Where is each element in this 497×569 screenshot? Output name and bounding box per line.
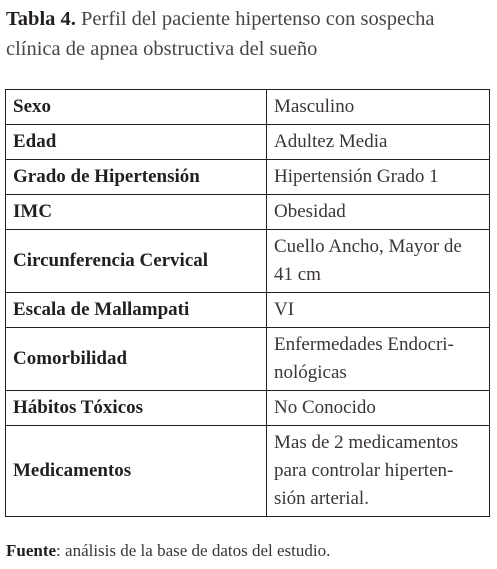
row-value: VI xyxy=(267,293,490,328)
row-key: Escala de Mallampati xyxy=(6,293,267,328)
row-key: Sexo xyxy=(6,90,267,125)
patient-profile-table xyxy=(5,89,490,517)
row-value: Enfermedades Endocri-nológicas xyxy=(267,328,490,391)
table-row xyxy=(6,90,490,125)
row-key: Medicamentos xyxy=(6,426,267,517)
row-value: Cuello Ancho, Mayor de 41 cm xyxy=(267,230,490,293)
table-row xyxy=(6,426,490,517)
row-value: Masculino xyxy=(267,90,490,125)
row-value: Obesidad xyxy=(267,195,490,230)
table-row xyxy=(6,391,490,426)
table-row xyxy=(6,160,490,195)
caption-label: Tabla 4. xyxy=(6,8,76,30)
row-key: Circunferencia Cervical xyxy=(6,230,267,293)
row-key: Grado de Hipertensión xyxy=(6,160,267,195)
row-key: Edad xyxy=(6,125,267,160)
caption-text: Perfil del paciente hipertenso con sospecha clínica de apnea obstructiva del sueño xyxy=(6,8,435,60)
table-row xyxy=(6,230,490,293)
table-caption xyxy=(6,4,492,64)
table-row xyxy=(6,328,490,391)
row-key: Comorbilidad xyxy=(6,328,267,391)
row-value: No Conocido xyxy=(267,391,490,426)
row-value: Mas de 2 medicamentos para controlar hiperten-sión arterial. xyxy=(267,426,490,517)
source-note xyxy=(6,540,492,562)
table-row xyxy=(6,195,490,230)
source-label: Fuente xyxy=(6,541,57,560)
table-row xyxy=(6,293,490,328)
row-value: Hipertensión Grado 1 xyxy=(267,160,490,195)
row-key: Hábitos Tóxicos xyxy=(6,391,267,426)
table-row xyxy=(6,125,490,160)
source-text: : análisis de la base de datos del estudio. xyxy=(56,541,331,560)
row-value: Adultez Media xyxy=(267,125,490,160)
row-key: IMC xyxy=(6,195,267,230)
